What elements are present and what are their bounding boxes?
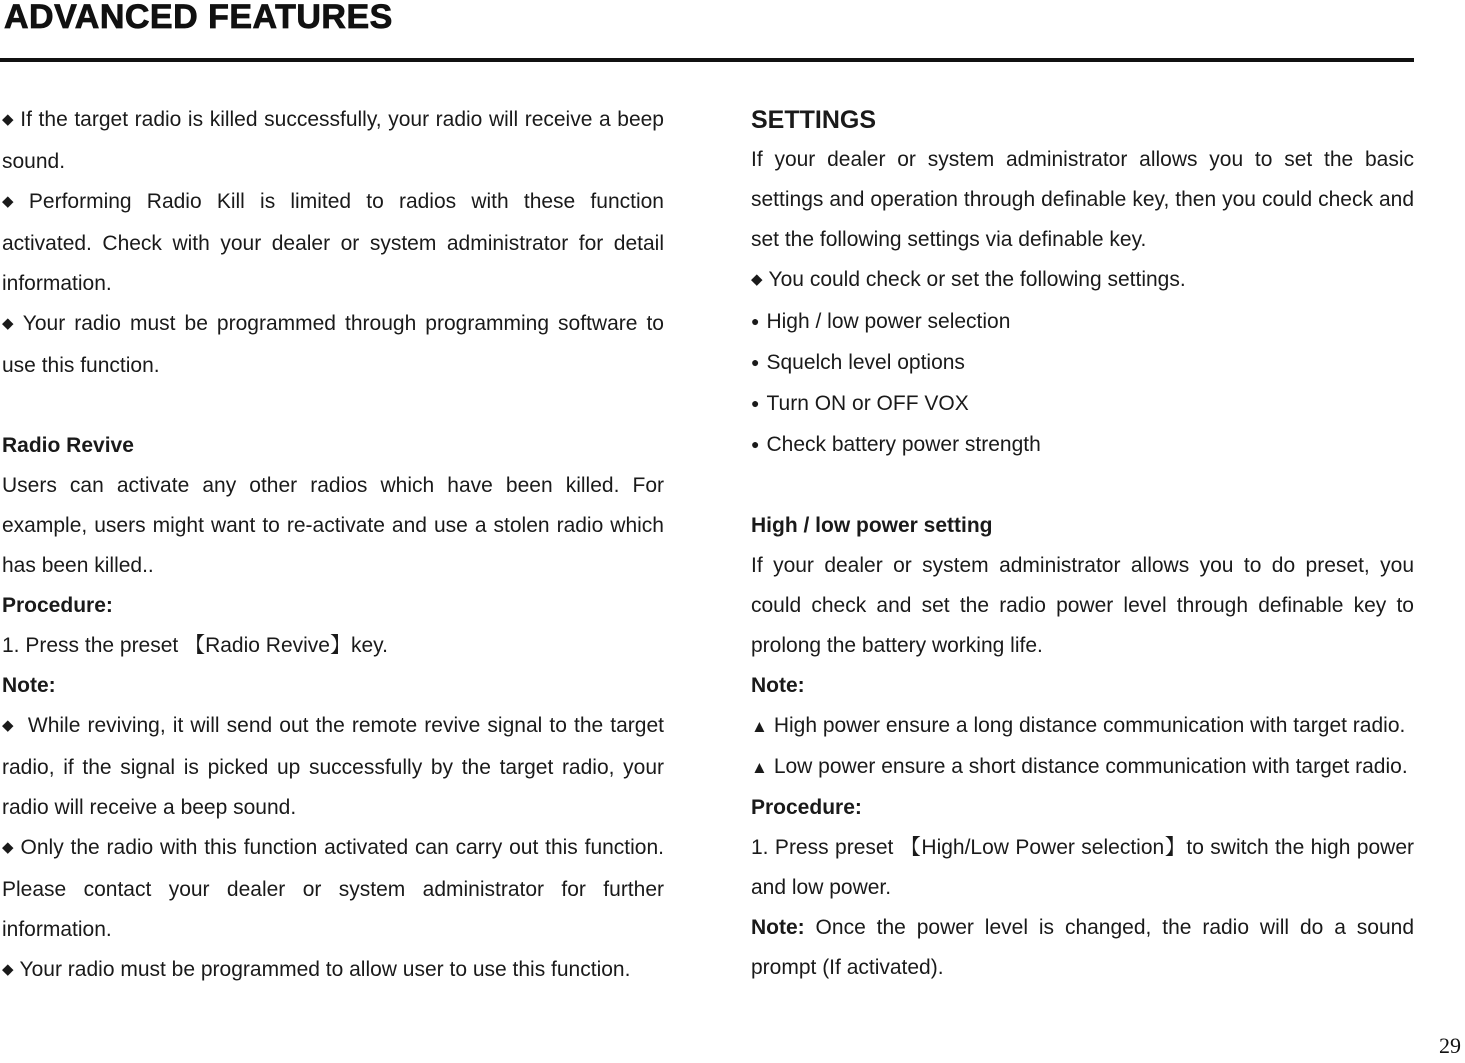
procedure-label: Procedure:	[751, 796, 862, 819]
dot-bullet-icon: ●	[751, 436, 760, 452]
dot-bullet-icon: ●	[751, 395, 760, 411]
settings-item	[751, 343, 1414, 384]
dot-bullet-icon: ●	[751, 354, 760, 370]
settings-item	[751, 425, 1414, 466]
procedure-label: Procedure:	[2, 594, 113, 617]
diamond-bullet-icon: ◆	[2, 315, 17, 332]
revive-note-2-text: Only the radio with this function activated can carry out this function. Please contact your dealer or system administrator for further information.	[2, 836, 665, 941]
settings-lead-text: You could check or set the following settings.	[768, 268, 1186, 291]
low-power-note-text: Low power ensure a short distance communication with target radio.	[773, 755, 1408, 778]
low-power-note	[751, 747, 1414, 788]
settings-intro: If your dealer or system administrator allows you to set the basic settings and operation through definable key, then you could check and set the following settings via definable key.	[751, 148, 1414, 251]
header-divider	[0, 58, 1414, 62]
settings-item	[751, 384, 1414, 425]
settings-heading: SETTINGS	[751, 106, 877, 134]
kill-limit-paragraph	[2, 182, 664, 304]
diamond-bullet-icon: ◆	[2, 193, 23, 210]
diamond-bullet-icon: ◆	[751, 271, 763, 288]
dot-bullet-icon: ●	[751, 313, 760, 329]
diamond-bullet-icon: ◆	[2, 961, 14, 978]
final-note-label: Note:	[751, 916, 805, 939]
kill-programming-text: Your radio must be programmed through programming software to use this function.	[2, 312, 664, 377]
kill-programming-paragraph	[2, 304, 664, 386]
revive-note-2	[2, 828, 664, 950]
power-setting-heading: High / low power setting	[751, 514, 993, 537]
final-note	[751, 908, 1414, 988]
high-power-note-text: High power ensure a long distance communication with target radio.	[773, 714, 1406, 737]
power-setting-description: If your dealer or system administrator allows you to do preset, you could check and set the radio power level through definable key to prolong the battery working life.	[751, 554, 1414, 657]
left-column	[2, 100, 664, 992]
radio-revive-heading: Radio Revive	[2, 434, 134, 457]
settings-item-text: Turn ON or OFF VOX	[766, 392, 969, 415]
kill-success-text: If the target radio is killed successfully, your radio will receive a beep sound.	[2, 108, 664, 173]
page-title: ADVANCED FEATURES	[4, 0, 393, 36]
power-procedure-step: 1. Press preset 【High/Low Power selection】to switch the high power and low power.	[751, 836, 1414, 899]
page-number: 29	[1439, 1033, 1461, 1058]
kill-limit-text: Performing Radio Kill is limited to radios with these function activated. Check with your dealer or system administrator for detail information.	[2, 190, 664, 295]
triangle-bullet-icon: ▲	[751, 758, 768, 777]
revive-note-3	[2, 950, 664, 992]
revive-note-1	[2, 706, 664, 828]
settings-item-text: Squelch level options	[766, 351, 965, 374]
kill-success-paragraph	[2, 100, 664, 182]
revive-note-3-text: Your radio must be programmed to allow user to use this function.	[19, 958, 631, 981]
settings-item-text: High / low power selection	[766, 310, 1011, 333]
diamond-bullet-icon: ◆	[2, 111, 15, 128]
spacer	[2, 386, 664, 426]
high-power-note	[751, 706, 1414, 747]
spacer	[751, 466, 1414, 506]
procedure-step: 1. Press the preset 【Radio Revive】key.	[2, 634, 388, 657]
revive-note-1-text: While reviving, it will send out the remote revive signal to the target radio, if the signal is picked up successfully by the target radio, your radio will receive a beep sound.	[2, 714, 664, 819]
diamond-bullet-icon: ◆	[2, 839, 15, 856]
triangle-bullet-icon: ▲	[751, 717, 768, 736]
note-label: Note:	[751, 674, 805, 697]
final-note-text: Once the power level is changed, the radio will do a sound prompt (If activated).	[751, 916, 1414, 979]
settings-item-text: Check battery power strength	[766, 433, 1041, 456]
settings-lead	[751, 260, 1414, 302]
diamond-bullet-icon: ◆	[2, 717, 15, 734]
right-column	[751, 100, 1414, 988]
settings-item	[751, 302, 1414, 343]
note-label: Note:	[2, 674, 56, 697]
radio-revive-description: Users can activate any other radios which have been killed. For example, users might want to re-activate and use a stolen radio which has been killed..	[2, 474, 664, 577]
